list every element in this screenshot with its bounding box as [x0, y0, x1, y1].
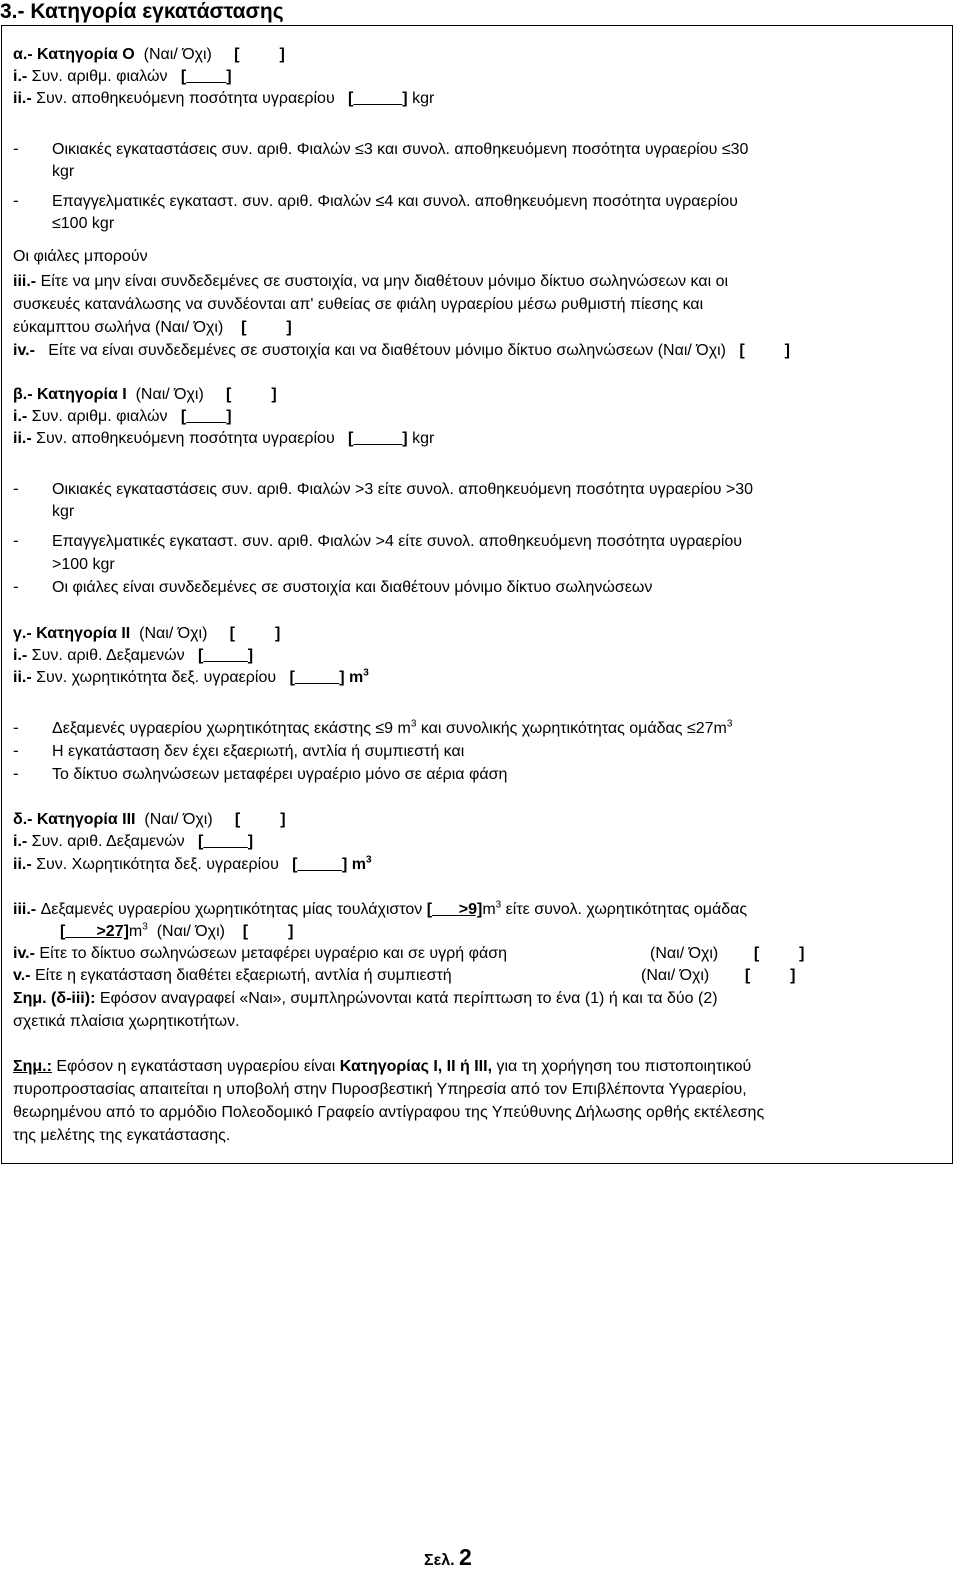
page-footer — [424, 1544, 472, 1571]
cat-i-i-line — [13, 407, 232, 427]
cat-iii-iii-line2 — [60, 922, 293, 942]
cat-o-ii-line — [13, 89, 434, 109]
cat-ii-capacity-box[interactable]: [ ] — [289, 669, 345, 686]
cat-iii-note-label: Σημ. (δ-iii): — [13, 990, 96, 1007]
cat-o-yesno-box[interactable]: [ ] — [234, 46, 285, 63]
cat-iii-iii-text-a: Δεξαμενές υγραερίου χωρητικότητας μίας τουλάχιστον — [40, 901, 423, 918]
superscript-3: 3 — [142, 921, 148, 933]
cat-ii-ii-unit: m — [349, 669, 364, 686]
cat-i-bullet2-line1: Επαγγελματικές εγκαταστ. συν. αριθ. Φιαλών >4 είτε συνολ. αποθηκευόμενη ποσότητα υγραερίου — [52, 533, 743, 550]
cat-o-bullet2-line1: Επαγγελματικές εγκαταστ. συν. αριθ. Φιαλών ≤4 και συνολ. αποθηκευόμενη ποσότητα υγραερίου — [52, 193, 738, 210]
bullet-dash: - — [13, 577, 19, 596]
cat-iii-iv-yesno — [650, 944, 804, 964]
cat-o-ii-label: ii.- — [13, 90, 32, 107]
cat-iii-iii-yesno-label: (Ναι/ Όχι) — [156, 923, 225, 940]
final-note-text-b: για τη χορήγηση του πιστοποιητικού — [492, 1058, 752, 1075]
cat-iii-ii-unit: m — [351, 856, 366, 873]
cat-i-yesno-box[interactable]: [ ] — [226, 386, 277, 403]
cat-iii-iii-text-b: m — [482, 901, 496, 918]
cat-iii-ii-label: ii.- — [13, 856, 32, 873]
cat-o-iii-label: iii.- — [13, 273, 37, 290]
cat-i-heading: β.- Κατηγορία Ι — [13, 386, 127, 403]
cat-ii-bullet1-b: και συνολικής χωρητικότητας ομάδας ≤27m — [416, 720, 727, 737]
cat-iii-iv-label: iv.- — [13, 945, 35, 962]
cat-iii-i-label: i.- — [13, 833, 28, 850]
final-note-label: Σημ.: — [13, 1058, 52, 1075]
cat-ii-bullet1-a: Δεξαμενές υγραερίου χωρητικότητας εκάστης ≤9 m — [52, 720, 411, 737]
cat-iii-i-text: Συν. αριθ. Δεξαμενών — [31, 833, 185, 850]
cat-o-iii-line3 — [13, 318, 292, 338]
cat-ii-ii-line — [13, 668, 369, 688]
superscript-3: 3 — [495, 899, 502, 911]
cat-iii-min-tank-box[interactable]: [ >9] — [426, 901, 483, 918]
page-number: 2 — [459, 1544, 472, 1570]
cat-ii-yesno-label: (Ναι/ Όχι) — [139, 625, 208, 642]
cat-iii-heading-line — [13, 810, 286, 830]
cat-ii-i-text: Συν. αριθ. Δεξαμενών — [31, 647, 185, 664]
cat-iii-heading: δ.- Κατηγορία ΙΙΙ — [13, 811, 136, 828]
cat-iii-capacity-box[interactable]: [ ] — [292, 856, 348, 873]
final-note-line4: της μελέτης της εγκατάστασης. — [13, 1127, 231, 1144]
cat-i-i-label: i.- — [13, 408, 28, 425]
bullet-dash: - — [13, 741, 19, 760]
cat-ii-i-label: i.- — [13, 647, 28, 664]
cat-ii-yesno-box[interactable]: [ ] — [229, 625, 281, 642]
cat-i-quantity-box[interactable]: [ ] — [348, 430, 408, 447]
cat-iii-yesno-box[interactable]: [ ] — [234, 811, 286, 828]
cat-iii-iii-label: iii.- — [13, 901, 37, 918]
bullet-dash: - — [13, 764, 19, 783]
cat-o-cylinders-box[interactable]: [ ] — [180, 68, 232, 85]
cat-o-heading-line — [13, 45, 285, 65]
cat-i-yesno-label: (Ναι/ Όχι) — [135, 386, 204, 403]
bullet-dash: - — [13, 139, 19, 158]
cat-o-heading: α.- Κατηγορία Ο — [13, 46, 135, 63]
cat-i-ii-label: ii.- — [13, 430, 32, 447]
cat-ii-bullet1 — [52, 719, 732, 739]
cat-o-ii-unit: kgr — [412, 90, 435, 107]
cat-o-iv-text: Είτε να είναι συνδεδεμένες σε συστοιχία και να διαθέτουν μόνιμο δίκτυο σωληνώσεων (Ναι/ Όχι) — [48, 342, 726, 359]
cat-iii-iv-text: Είτε το δίκτυο σωληνώσεων μεταφέρει υγραέριο και σε υγρή φάση — [39, 945, 507, 962]
cat-o-bullet1-line2: kgr — [52, 163, 75, 180]
cat-o-bullet1-line1: Οικιακές εγκαταστάσεις συν. αριθ. Φιαλών ≤3 και συνολ. αποθηκευόμενη ποσότητα υγραερίου ≤30 — [52, 141, 749, 158]
bullet-dash: - — [13, 531, 19, 550]
cat-iii-iii-line1 — [13, 900, 747, 920]
cat-iii-v-line — [13, 966, 452, 986]
cat-o-bullet2-line2: ≤100 kgr — [52, 215, 115, 232]
cat-iii-note-text1: Εφόσον αναγραφεί «Ναι», συμπληρώνονται κατά περίπτωση το ένα (1) ή και τα δύο (2) — [95, 990, 718, 1007]
cat-iii-iii-text-c: είτε συνολ. χωρητικότητας ομάδας — [501, 901, 748, 918]
cat-iii-iii-box1-value: >9] — [458, 901, 483, 918]
cat-o-iii-line3-text: εύκαμπτου σωλήνα (Ναι/ Όχι) — [13, 319, 224, 336]
cat-iii-note-line1 — [13, 989, 718, 1009]
cat-iii-note-line2: σχετικά πλαίσια χωρητικοτήτων. — [13, 1013, 240, 1030]
section-title: 3.- Κατηγορία εγκατάστασης — [0, 0, 284, 23]
cat-ii-ii-label: ii.- — [13, 669, 32, 686]
cat-o-iii-line2: συσκευές κατανάλωσης να συνδέονται απ' ευθείας σε φιάλη υγραερίου μέσω ρυθμιστή πίεσης και — [13, 296, 704, 313]
cat-o-iv-label: iv.- — [13, 342, 35, 359]
cat-ii-heading: γ.- Κατηγορία ΙΙ — [13, 625, 131, 642]
cat-ii-ii-text: Συν. χωρητικότητα δεξ. υγραερίου — [36, 669, 277, 686]
final-note-text-a: Εφόσον η εγκατάσταση υγραερίου είναι — [51, 1058, 340, 1075]
cat-iii-iv-yesno-box[interactable]: [ ] — [753, 945, 805, 962]
cat-i-bullet3: Οι φιάλες είναι συνδεδεμένες σε συστοιχία και διαθέτουν μόνιμο δίκτυο σωληνώσεων — [52, 579, 653, 596]
bullet-dash: - — [13, 718, 19, 737]
cat-iii-v-label: v.- — [13, 967, 31, 984]
cat-i-bullet1-line1: Οικιακές εγκαταστάσεις συν. αριθ. Φιαλών >3 είτε συνολ. αποθηκευόμενη ποσότητα υγραερίου >30 — [52, 481, 754, 498]
cat-i-ii-text: Συν. αποθηκευόμενη ποσότητα υγραερίου — [36, 430, 335, 447]
cat-iii-tanks-box[interactable]: [ ] — [198, 833, 254, 850]
cat-o-yesno-label: (Ναι/ Όχι) — [143, 46, 212, 63]
cat-ii-i-line — [13, 646, 253, 666]
cat-i-heading-line — [13, 385, 277, 405]
bullet-dash: - — [13, 191, 19, 210]
cat-o-i-label: i.- — [13, 68, 28, 85]
superscript-3: 3 — [363, 667, 369, 679]
final-note-bold: Κατηγορίας Ι, ΙΙ ή ΙΙΙ, — [339, 1058, 493, 1075]
bullet-dash: - — [13, 479, 19, 498]
cat-iii-iii-text-d: m — [128, 923, 143, 940]
cat-o-ii-text: Συν. αποθηκευόμενη ποσότητα υγραερίου — [36, 90, 335, 107]
cat-o-iii-line1: Είτε να μην είναι συνδεδεμένες σε συστοιχία, να μην διαθέτουν μόνιμο δίκτυο σωληνώσεων και οι — [40, 273, 729, 290]
cat-iii-yesno-label: (Ναι/ Όχι) — [144, 811, 213, 828]
cat-o-quantity-box[interactable]: [ ] — [348, 90, 408, 107]
cat-iii-ii-line — [13, 855, 372, 875]
superscript-3: 3 — [410, 718, 417, 730]
cat-o-iii-para — [13, 270, 939, 316]
page-label: Σελ. — [424, 1552, 455, 1569]
cat-iii-i-line — [13, 832, 253, 852]
cat-i-bullet2-line2: >100 kgr — [52, 556, 115, 573]
cat-i-cylinders-box[interactable]: [ ] — [180, 408, 232, 425]
cat-iii-iv-line — [13, 944, 507, 964]
cat-iii-v-text: Είτε η εγκατάσταση διαθέτει εξαεριωτή, αντλία ή συμπιεστή — [34, 967, 452, 984]
cat-iii-v-yesno — [641, 966, 795, 986]
cat-o-iv-line — [13, 341, 790, 361]
cat-i-ii-line — [13, 429, 434, 449]
cat-o-iii-yesno-box[interactable]: [ ] — [241, 319, 292, 336]
cat-iii-iii-box2-value: >27] — [96, 923, 129, 940]
cat-ii-tanks-box[interactable]: [ ] — [198, 647, 254, 664]
cat-o-i-text: Συν. αριθμ. φιαλών — [31, 68, 168, 85]
final-note-line3: θεωρημένου από το αρμόδιο Πολεοδομικό Γραφείο αντίγραφου της Υπεύθυνης Δήλωσης ορθής εκτέλεσης — [13, 1104, 765, 1121]
cat-i-ii-unit: kgr — [412, 430, 435, 447]
cat-i-i-text: Συν. αριθμ. φιαλών — [31, 408, 168, 425]
superscript-3: 3 — [365, 854, 372, 866]
cat-iii-group-box[interactable]: [ >27] — [60, 923, 129, 940]
cat-iii-v-yesno-label: (Ναι/ Όχι) — [641, 967, 710, 984]
cat-iii-ii-text: Συν. Χωρητικότητα δεξ. υγραερίου — [36, 856, 279, 873]
cat-i-bullet1-line2: kgr — [52, 503, 75, 520]
cat-o-iv-yesno-box[interactable]: [ ] — [739, 342, 790, 359]
cat-ii-bullet2: Η εγκατάσταση δεν έχει εξαεριωτή, αντλία ή συμπιεστή και — [52, 743, 465, 760]
cat-o-i-line — [13, 67, 232, 87]
superscript-3: 3 — [726, 718, 733, 730]
final-note — [13, 1055, 939, 1147]
cat-iii-v-yesno-box[interactable]: [ ] — [744, 967, 796, 984]
cat-o-cylinders-can: Οι φιάλες μπορούν — [13, 248, 148, 265]
cat-ii-bullet3: Το δίκτυο σωληνώσεων μεταφέρει υγραέριο μόνο σε αέρια φάση — [52, 766, 508, 783]
cat-iii-iv-yesno-label: (Ναι/ Όχι) — [650, 945, 719, 962]
final-note-line2: πυροπροστασίας απαιτείται η υποβολή στην Πυροσβεστική Υπηρεσία από τον Επιβλέποντα Υγραερίου, — [13, 1081, 747, 1098]
cat-ii-heading-line — [13, 624, 280, 644]
cat-iii-iii-yesno-box[interactable]: [ ] — [242, 923, 294, 940]
